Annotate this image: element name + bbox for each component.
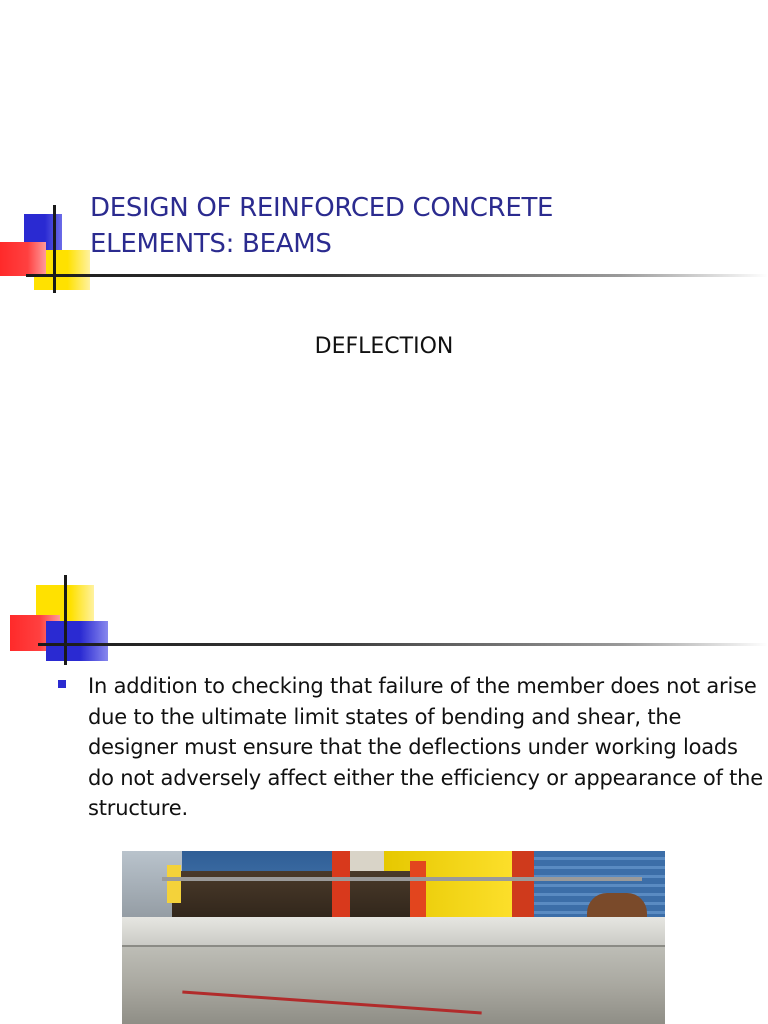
logo-red-square xyxy=(0,242,46,276)
title-divider-line xyxy=(26,274,768,277)
slide-logo-bottom xyxy=(0,575,120,670)
concrete-beam-top xyxy=(122,917,665,947)
section-divider-line xyxy=(38,643,768,646)
slide-subtitle: DEFLECTION xyxy=(314,334,454,359)
slide-logo-top xyxy=(0,205,100,295)
logo-blue-square xyxy=(46,621,108,661)
bullet-text: In addition to checking that failure of the member does not arise due to the ultimate limit states of bending and shear, the designer must ensure that the deflections under working loads do not adversely affect either the efficiency or appearance of the structure. xyxy=(88,674,764,820)
logo-vertical-line xyxy=(64,575,67,665)
square-bullet-icon xyxy=(58,680,66,688)
slide-title-line-2: ELEMENTS: BEAMS xyxy=(90,229,332,259)
concrete-beam-side xyxy=(122,947,665,1024)
beam-test-photo xyxy=(122,851,665,1024)
slide-title xyxy=(90,190,710,262)
logo-vertical-line xyxy=(53,205,56,293)
slide-title-line-1: DESIGN OF REINFORCED CONCRETE xyxy=(90,193,554,223)
